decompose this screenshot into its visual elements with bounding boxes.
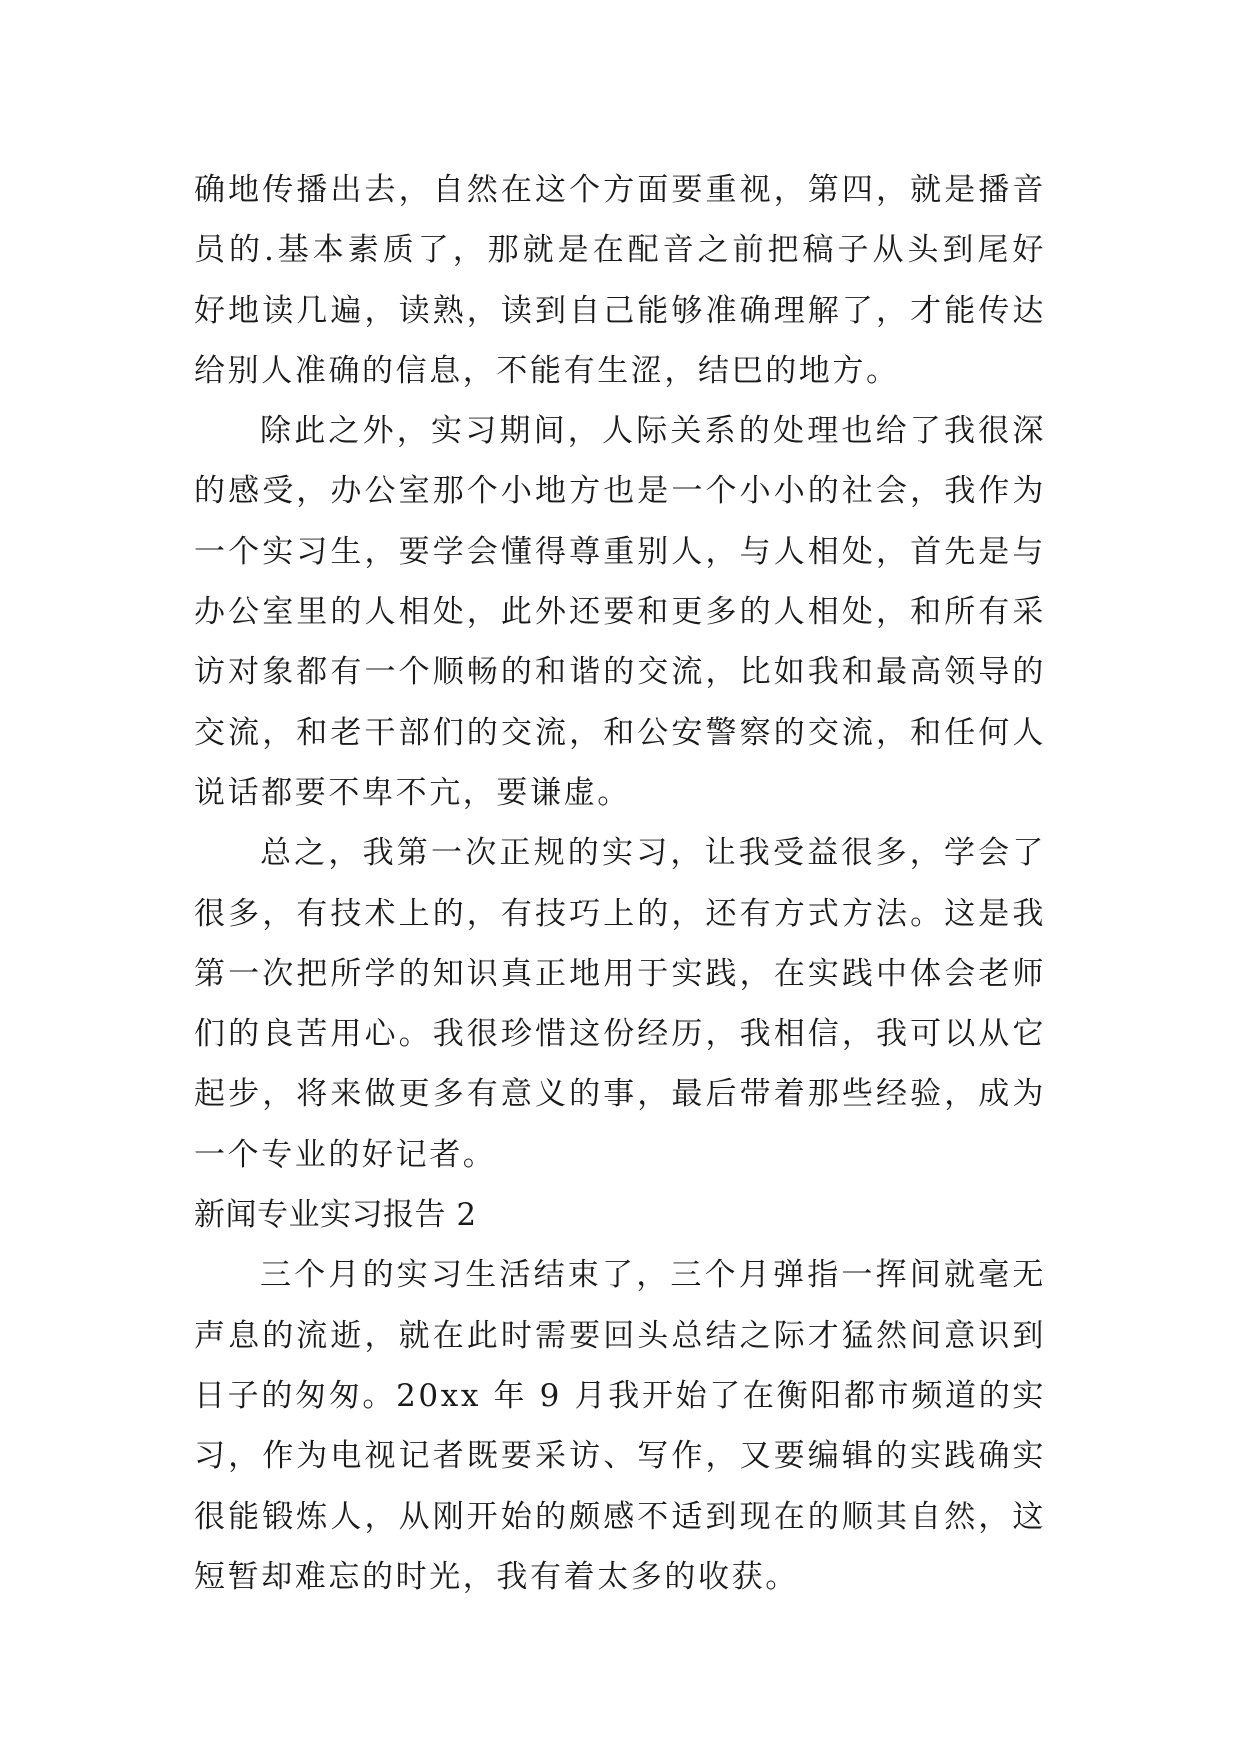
paragraph-1: 确地传播出去，自然在这个方面要重视，第四，就是播音员的.基本素质了，那就是在配音之前把稿子从头到尾好好地读几遍，读熟，读到自己能够准确理解了，才能传达给别人准确的信息，不能有生涩，结巴的地方。 xyxy=(194,172,1046,389)
paragraph-3: 总之，我第一次正规的实习，让我受益很多，学会了很多，有技术上的，有技巧上的，还有方式方法。这是我第一次把所学的知识真正地用于实践，在实践中体会老师们的良苦用心。我很珍惜这份经历，我相信，我可以从它起步，将来做更多有意义的事，最后带着那些经验，成为一个专业的好记者。 xyxy=(194,835,1046,1173)
document-body xyxy=(194,160,1046,1607)
section-heading: 新闻专业实习报告 2 xyxy=(194,1197,477,1234)
paragraph-4: 三个月的实习生活结束了，三个月弹指一挥间就毫无声息的流逝，就在此时需要回头总结之际才猛然间意识到日子的匆匆。20xx 年 9 月我开始了在衡阳都市频道的实习，作为电视记者既要采访、写作，又要编辑的实践确实很能锻炼人，从刚开始的颇感不适到现在的顺其自然，这短暂却难忘的时光，我有着太多的收获。 xyxy=(194,1257,1046,1595)
paragraph-2: 除此之外，实习期间，人际关系的处理也给了我很深的感受，办公室那个小地方也是一个小小的社会，我作为一个实习生，要学会懂得尊重别人，与人相处，首先是与办公室里的人相处，此外还要和更多的人相处，和所有采访对象都有一个顺畅的和谐的交流，比如我和最高领导的交流，和老干部们的交流，和公安警察的交流，和任何人说话都要不卑不亢，要谦虚。 xyxy=(194,413,1046,811)
